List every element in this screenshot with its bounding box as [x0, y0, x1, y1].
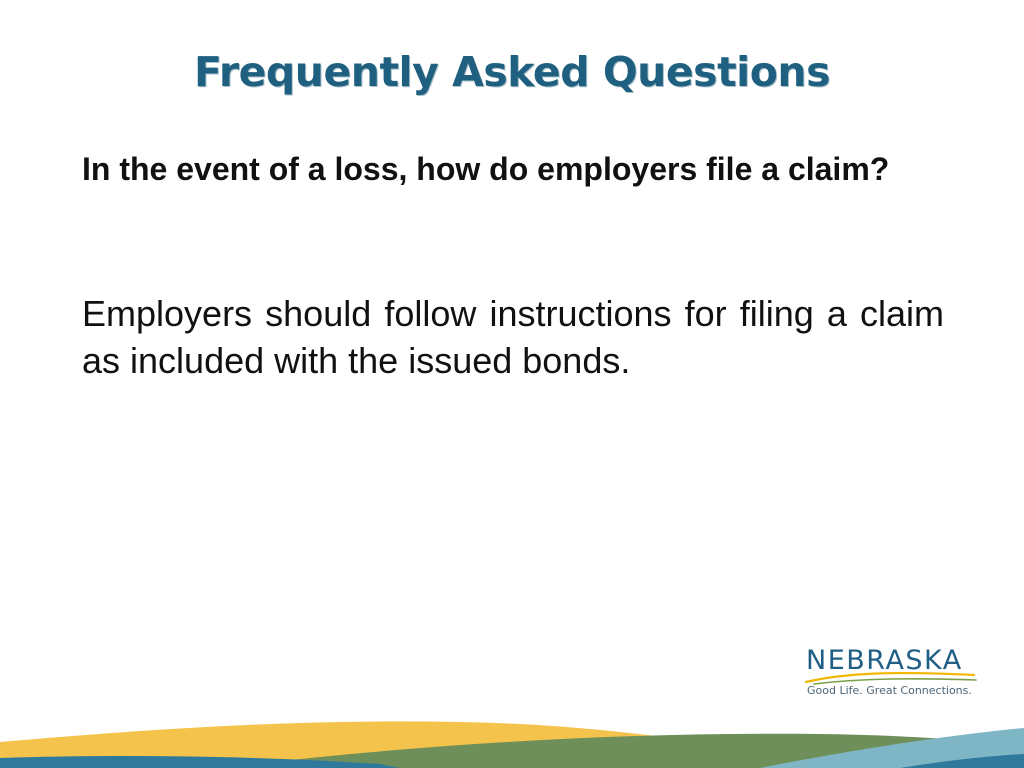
- decorative-waves: [0, 698, 1024, 768]
- logo-tagline: Good Life. Great Connections.: [807, 684, 972, 697]
- slide-title: Frequently Asked Questions: [194, 48, 830, 96]
- faq-answer: Employers should follow instructions for filing a claim as included with the issued bonds.: [82, 293, 944, 381]
- faq-question: In the event of a loss, how do employers file a claim?: [82, 151, 890, 187]
- nebraska-logo: [804, 645, 984, 705]
- logo-wordmark: NEBRASKA: [806, 645, 963, 676]
- logo-swoosh-icon: [804, 651, 980, 685]
